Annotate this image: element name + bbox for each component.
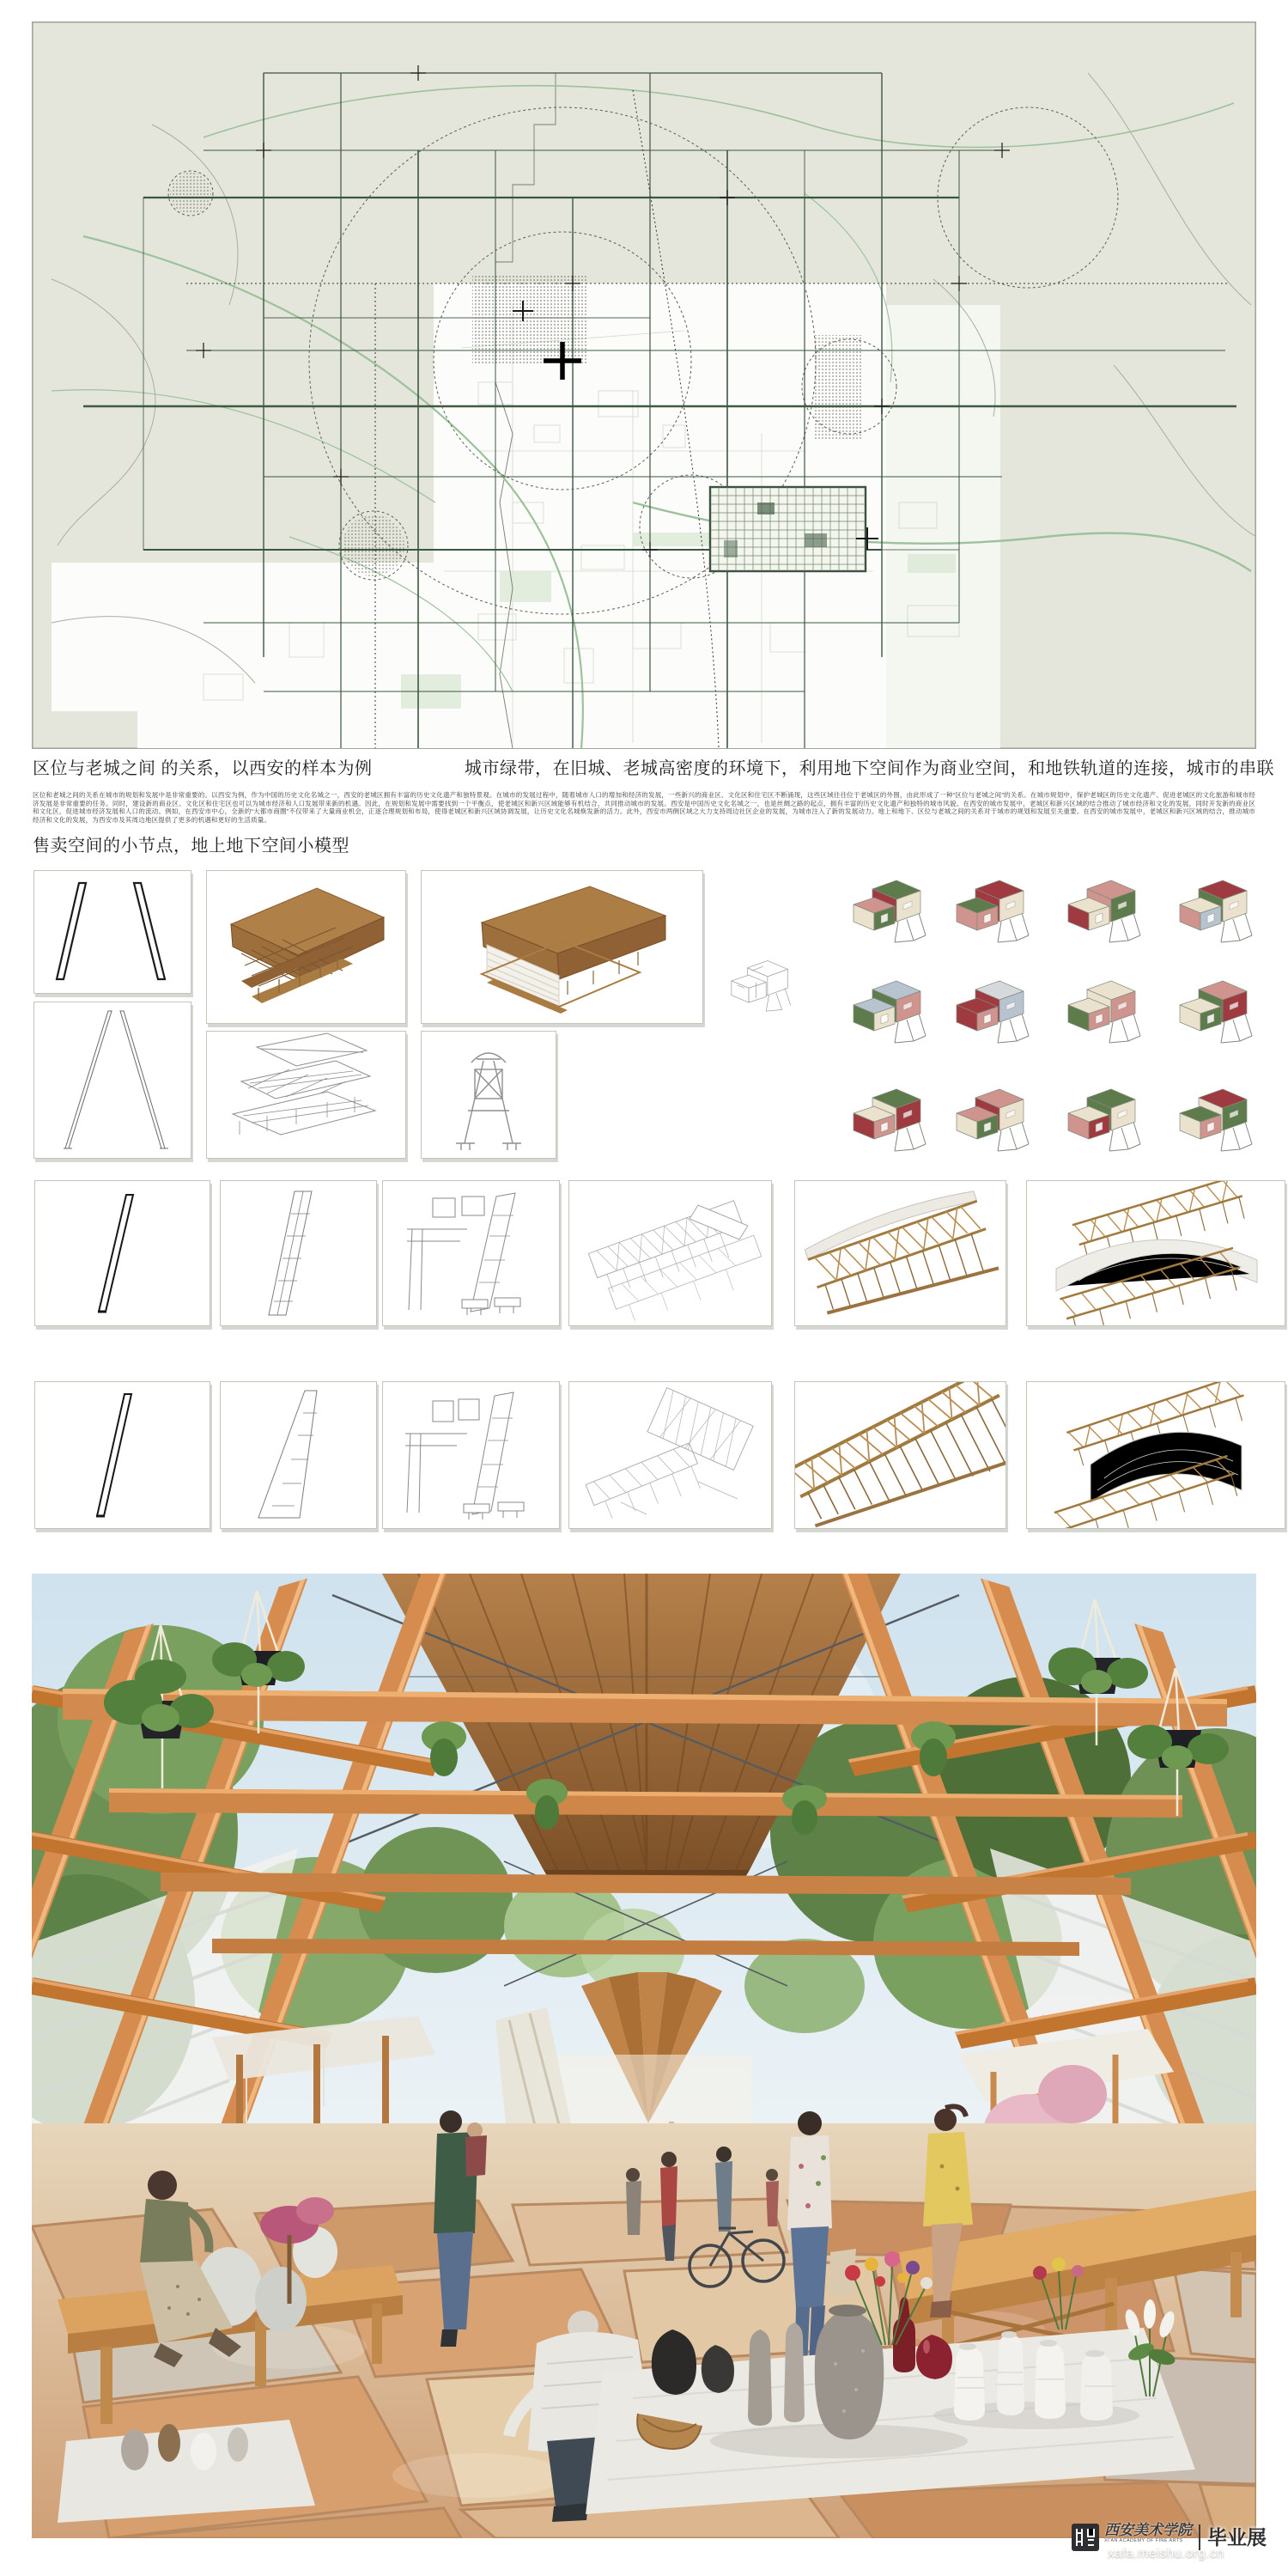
model-house <box>1170 972 1264 1058</box>
model-house <box>1170 1081 1264 1166</box>
exhibition-badge: 毕业展 <box>1207 2526 1267 2549</box>
progression1-wireframe-array <box>568 1180 772 1326</box>
section2-heading: 售卖空间的小节点，地上地下空间小模型 <box>33 837 349 856</box>
academy-name: 西安美术学院 <box>1104 2522 1192 2538</box>
model-diagram-slat-shelter <box>421 870 703 1024</box>
progression2-tapered-ladder <box>220 1381 377 1529</box>
model-house <box>946 972 1041 1058</box>
model-diagram-planks-wireframe <box>33 1002 191 1159</box>
academy-name-en: XI'AN ACADEMY OF FINE ARTS <box>1104 2538 1183 2543</box>
progression1-ladder <box>220 1180 377 1326</box>
model-diagram-planks <box>33 870 191 994</box>
intro-paragraph: 区位和老城之间的关系在城市的规划和发展中是非常重要的。以西安为例，作为中国的历史文化名城之一，西安的老城区拥有丰富的历史文化遗产和独特景观。在城市的发展过程中，随着城市人口的增加和经济的发展，一些新兴的商业区、文化区和住宅区不断涌现，这些区域往往位于老城区的外围，由此形成了一种“区位与老城之间”的关系。在城市规划中，保护老城区的历史文化遗产、促进老城区的文化旅游和城市经济发展是非常重要的任务。同时，建设新的商业区、文化区和住宅区也可以为城市经济和人口发展带来新的机遇。因此，在规划和发展中需要找到一个平衡点，使老城区和新兴区域能够有机结合，共同推动城市的发展。西安是中国历史文化名城之一，也是丝绸之路的起点，拥有丰富的历史文化遗产和独特的城市风貌。在西安的城市发展中，老城区和新兴区域的结合推动了城市经济和文化的发展，同时开发新的商业区和文化区，促进城市经济发展和人口的流动。例如，在西安市中心，全新的“大都市商圈”不仅带来了大量商业机会，正逐合理规划和布局，使得老城区和新兴区域协调发展，让历史文化名城焕发新的活力。此外，西安市两侧区域之大力支持周边社区企业的发展，为城市注入了新的发展动力。地上和地下、区位与老城之间的关系对于城市的规划和发展至关重要。在西安的城市发展中，老城区和新兴区域的结合，推动城市经济和文化的发展，为西安市及其周边地区提供了更多的机遇和更好的生活质量。 <box>33 791 1255 824</box>
model-house-wireframe <box>718 953 807 1026</box>
model-house <box>843 1081 938 1166</box>
progression1-frame-assembly <box>382 1180 560 1326</box>
progression2-plank <box>34 1381 210 1529</box>
city-map-panel <box>32 21 1256 749</box>
model-house <box>843 972 938 1058</box>
pavilion-render <box>32 1574 1256 2538</box>
model-house <box>946 872 1041 958</box>
progression1-truss-canopy <box>794 1180 1006 1326</box>
model-diagram-wood-shelter <box>206 870 406 1024</box>
exhibition-url: xafa.meishu.org.cn <box>1108 2546 1224 2561</box>
progression2-frame-assembly <box>382 1381 560 1529</box>
progression1-pavilion <box>1026 1180 1285 1326</box>
model-diagram-tower-frame <box>421 1031 556 1159</box>
progression2-exploded-wireframe <box>568 1381 772 1529</box>
progression1-plank <box>34 1180 210 1326</box>
model-house <box>946 1081 1041 1166</box>
progression2-long-truss <box>794 1381 1006 1529</box>
model-house <box>1058 872 1152 958</box>
section1-heading-left: 区位与老城之间 的关系，以西安的样本为例 <box>33 759 373 778</box>
model-house <box>1058 972 1152 1058</box>
model-house <box>1170 872 1264 958</box>
model-diagram-exploded-wireframe <box>206 1031 406 1159</box>
model-house <box>1058 1081 1152 1166</box>
progression2-pavilion-canopy <box>1026 1381 1285 1529</box>
section1-heading-right: 城市绿带，在旧城、老城高密度的环境下，利用地下空间作为商业空间，和地铁轨道的连接，城市的串联 <box>465 759 1274 778</box>
academy-seal-icon <box>1071 2523 1100 2552</box>
old-city-block <box>710 487 866 571</box>
model-house <box>843 872 938 958</box>
